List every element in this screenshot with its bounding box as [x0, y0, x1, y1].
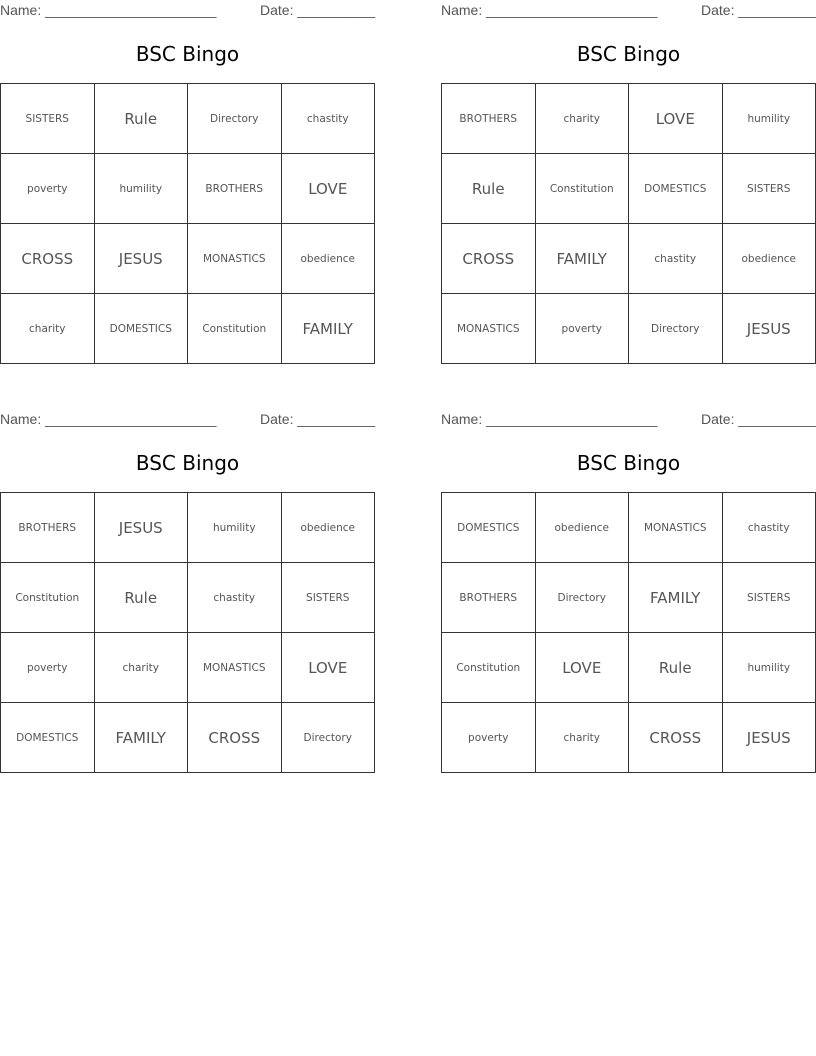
- bingo-cell: LOVE: [629, 84, 723, 154]
- bingo-cell: Directory: [188, 84, 282, 154]
- bingo-cell: humility: [95, 154, 189, 224]
- bingo-cell: Directory: [536, 563, 630, 633]
- bingo-card-4: [441, 409, 816, 773]
- bingo-cell: MONASTICS: [188, 633, 282, 703]
- name-field-label: Name: ______________________: [441, 411, 658, 427]
- bingo-cell: DOMESTICS: [95, 294, 189, 364]
- name-field-label: Name: ______________________: [441, 2, 658, 18]
- bingo-cell: MONASTICS: [442, 294, 536, 364]
- bingo-cell: poverty: [1, 633, 95, 703]
- bingo-cell: humility: [723, 633, 816, 703]
- bingo-grid: [0, 492, 375, 773]
- bingo-cell: CROSS: [442, 224, 536, 294]
- bingo-cell: Rule: [95, 563, 189, 633]
- bingo-cell: Rule: [629, 633, 723, 703]
- bingo-cell: LOVE: [282, 633, 376, 703]
- bingo-cell: charity: [536, 84, 630, 154]
- bingo-cell: BROTHERS: [188, 154, 282, 224]
- bingo-cell: DOMESTICS: [1, 703, 95, 773]
- bingo-cell: obedience: [282, 224, 376, 294]
- bingo-cell: CROSS: [629, 703, 723, 773]
- bingo-cell: JESUS: [723, 294, 816, 364]
- bingo-cell: chastity: [188, 563, 282, 633]
- bingo-cell: DOMESTICS: [442, 493, 536, 563]
- bingo-card-1: [0, 0, 375, 364]
- bingo-grid: [0, 83, 375, 364]
- date-field-label: Date: __________: [701, 2, 816, 18]
- bingo-cell: CROSS: [1, 224, 95, 294]
- date-field-label: Date: __________: [260, 2, 376, 18]
- bingo-cell: humility: [723, 84, 816, 154]
- bingo-cell: CROSS: [188, 703, 282, 773]
- bingo-cell: BROTHERS: [442, 563, 536, 633]
- bingo-cell: Directory: [629, 294, 723, 364]
- bingo-cell: poverty: [1, 154, 95, 224]
- bingo-cell: poverty: [442, 703, 536, 773]
- bingo-cell: humility: [188, 493, 282, 563]
- bingo-cell: SISTERS: [282, 563, 376, 633]
- bingo-cell: Constitution: [536, 154, 630, 224]
- bingo-cell: MONASTICS: [629, 493, 723, 563]
- card-title: BSC Bingo: [576, 42, 681, 66]
- bingo-cell: FAMILY: [95, 703, 189, 773]
- bingo-cell: Rule: [442, 154, 536, 224]
- bingo-cell: FAMILY: [282, 294, 376, 364]
- bingo-card-2: [441, 0, 816, 364]
- bingo-cell: SISTERS: [1, 84, 95, 154]
- bingo-cell: MONASTICS: [188, 224, 282, 294]
- bingo-cell: DOMESTICS: [629, 154, 723, 224]
- bingo-cell: LOVE: [536, 633, 630, 703]
- bingo-cell: SISTERS: [723, 154, 816, 224]
- bingo-grid: [441, 492, 816, 773]
- name-field-label: Name: ______________________: [0, 2, 217, 18]
- bingo-cell: obedience: [723, 224, 816, 294]
- card-title: BSC Bingo: [135, 42, 240, 66]
- bingo-cell: JESUS: [95, 493, 189, 563]
- date-field-label: Date: __________: [260, 411, 376, 427]
- bingo-cell: Rule: [95, 84, 189, 154]
- bingo-cell: FAMILY: [536, 224, 630, 294]
- bingo-cell: Directory: [282, 703, 376, 773]
- bingo-cell: BROTHERS: [1, 493, 95, 563]
- bingo-cell: FAMILY: [629, 563, 723, 633]
- bingo-cell: poverty: [536, 294, 630, 364]
- bingo-card-3: [0, 409, 375, 773]
- card-title: BSC Bingo: [135, 451, 240, 475]
- bingo-cell: SISTERS: [723, 563, 816, 633]
- bingo-cell: BROTHERS: [442, 84, 536, 154]
- bingo-cell: charity: [536, 703, 630, 773]
- bingo-cell: obedience: [536, 493, 630, 563]
- bingo-cell: charity: [1, 294, 95, 364]
- bingo-cell: Constitution: [1, 563, 95, 633]
- bingo-cell: charity: [95, 633, 189, 703]
- bingo-cell: Constitution: [442, 633, 536, 703]
- bingo-cell: chastity: [629, 224, 723, 294]
- bingo-cell: LOVE: [282, 154, 376, 224]
- bingo-cell: obedience: [282, 493, 376, 563]
- bingo-cell: chastity: [723, 493, 816, 563]
- name-field-label: Name: ______________________: [0, 411, 217, 427]
- bingo-grid: [441, 83, 816, 364]
- date-field-label: Date: __________: [701, 411, 816, 427]
- bingo-cell: Constitution: [188, 294, 282, 364]
- card-title: BSC Bingo: [576, 451, 681, 475]
- bingo-cell: JESUS: [95, 224, 189, 294]
- bingo-cell: JESUS: [723, 703, 816, 773]
- bingo-cell: chastity: [282, 84, 376, 154]
